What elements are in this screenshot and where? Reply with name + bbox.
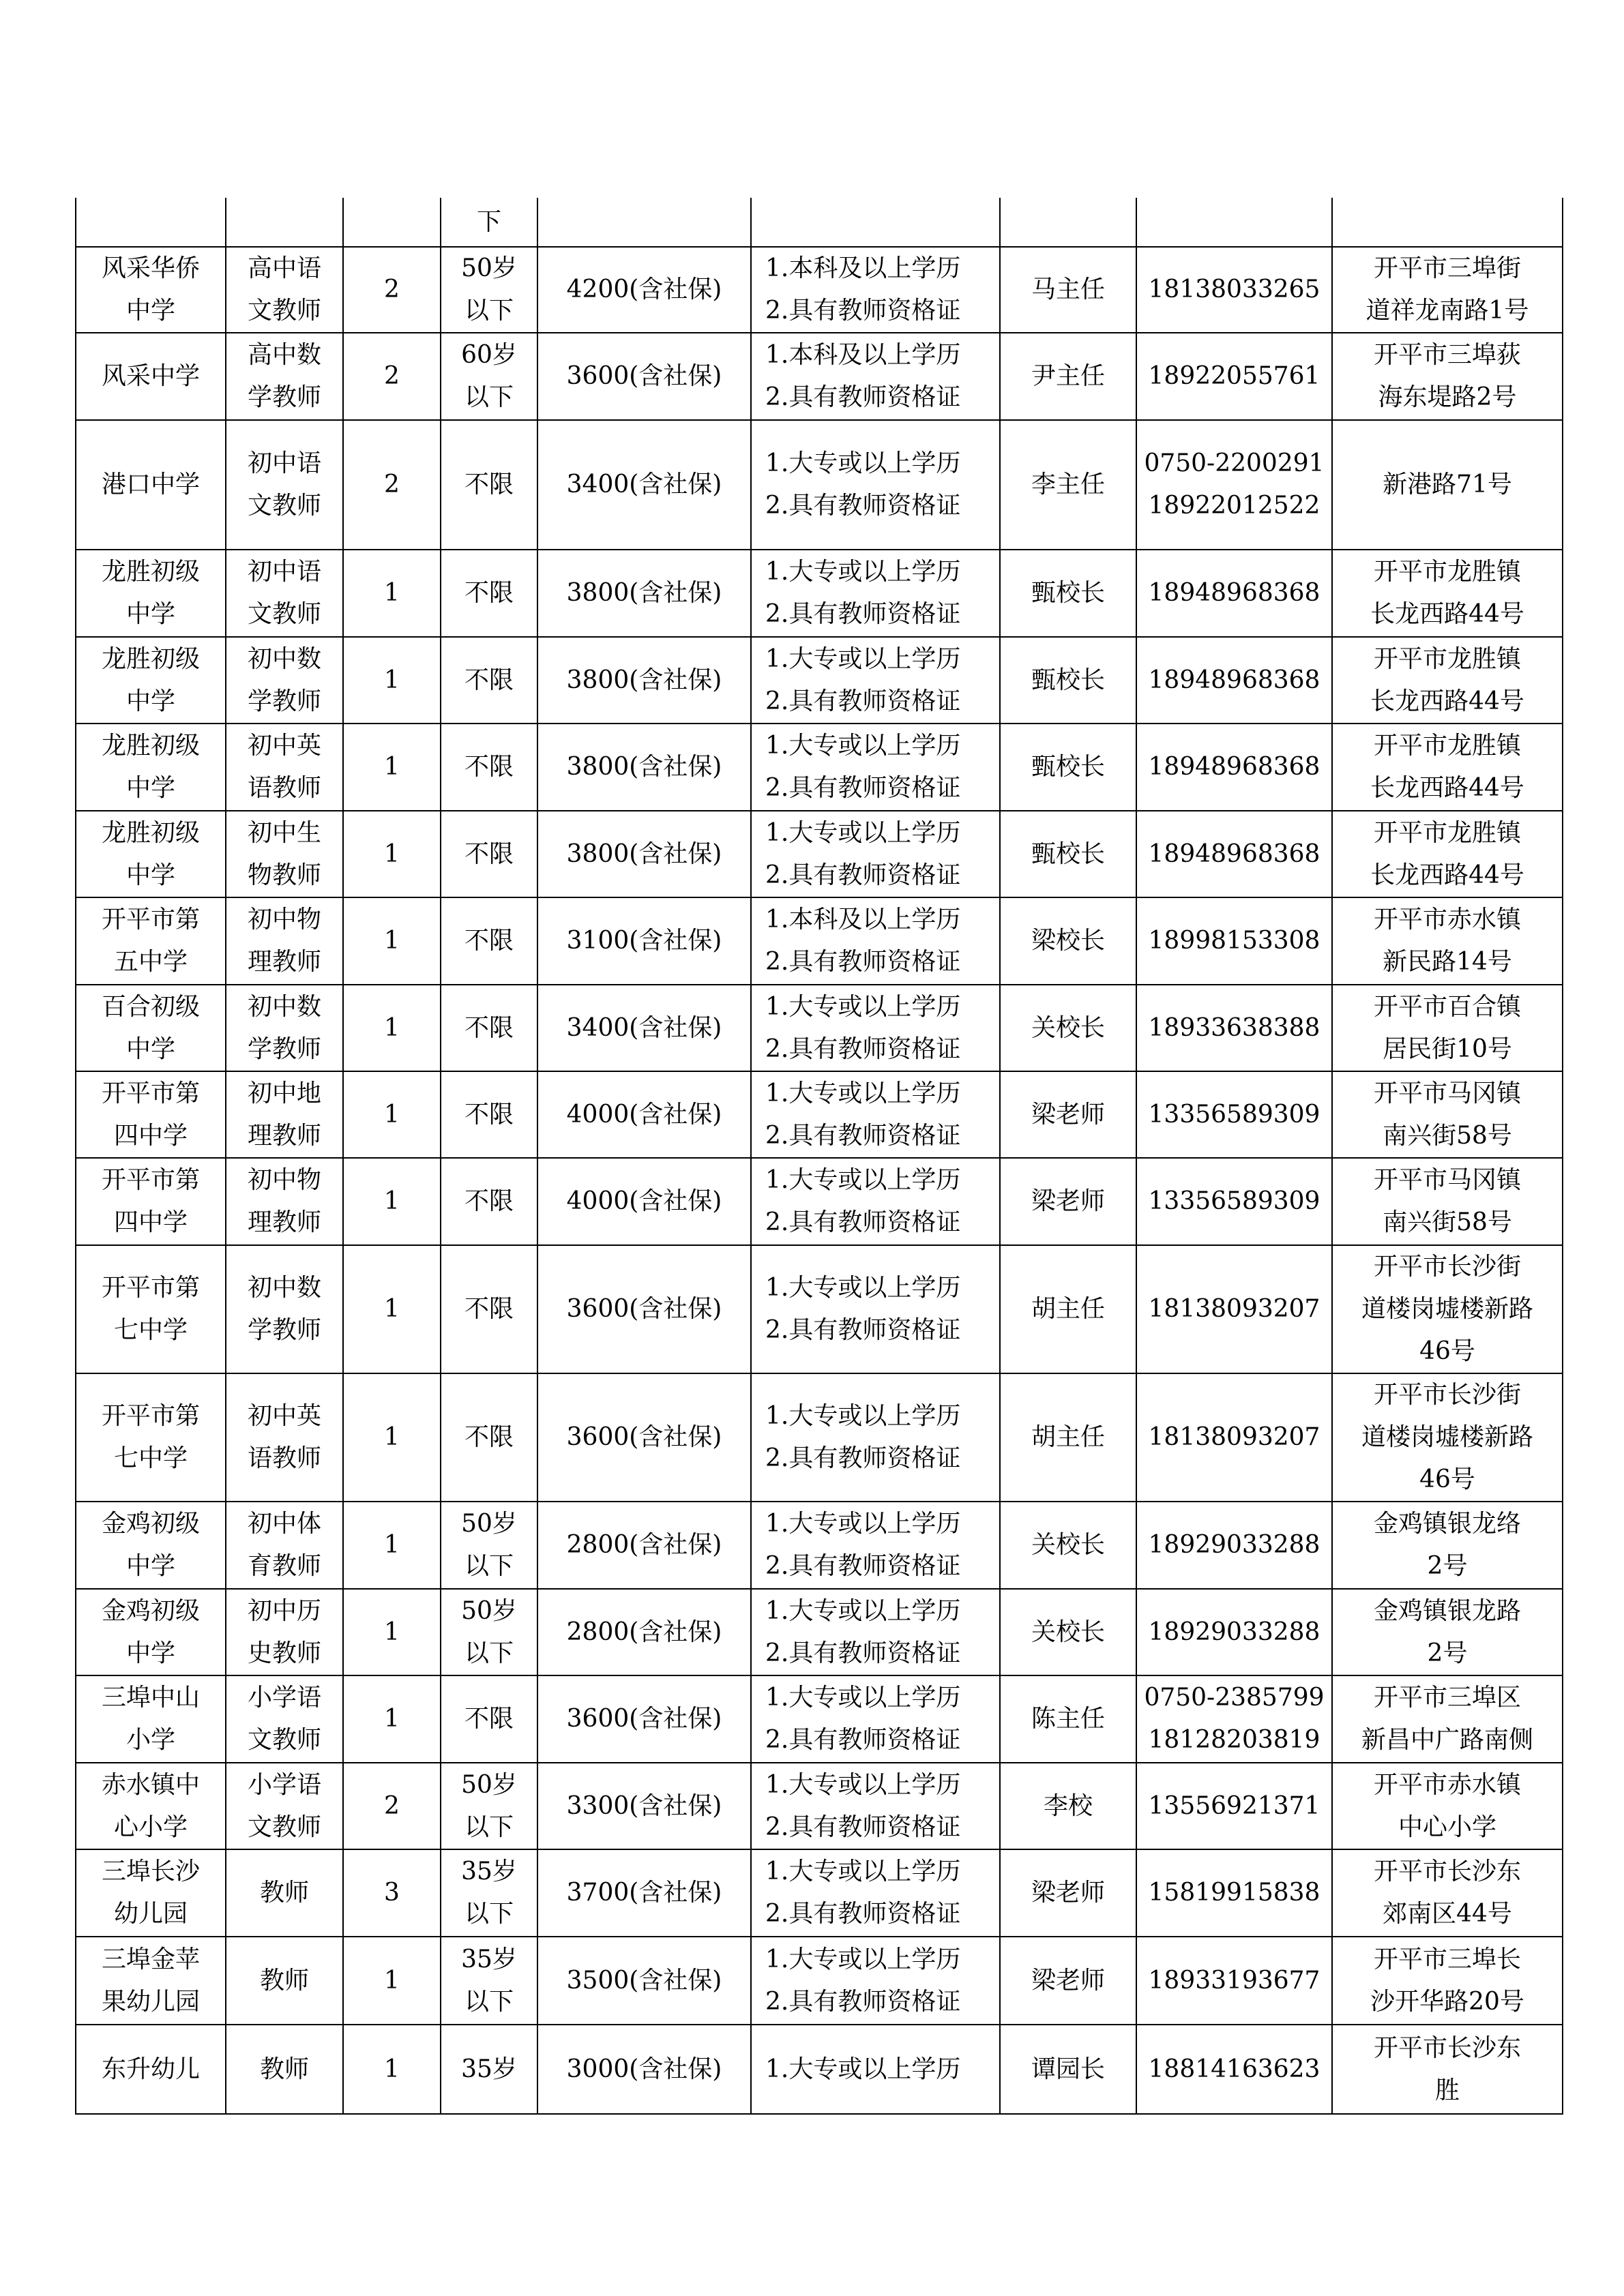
table-row: [76, 1158, 1563, 1245]
phone-cell: [1136, 1373, 1332, 1502]
phone-number: 13356589309: [1148, 1187, 1320, 1215]
school-cell: 风采中学: [76, 333, 226, 420]
position-cell: 高中数 学教师: [226, 333, 343, 420]
count-cell: 1: [343, 811, 441, 897]
salary-cell: 3600(含社保): [537, 1245, 751, 1373]
count-cell: 1: [343, 724, 441, 811]
school-cell: 龙胜初级 中学: [76, 724, 226, 811]
position-cell: 初中地 理教师: [226, 1071, 343, 1158]
age-cell: 不限: [441, 1158, 537, 1245]
position-cell: 初中历 史教师: [226, 1589, 343, 1675]
requirement-line: 2.具有教师资格证: [765, 1813, 961, 1841]
requirement-line: 1.大专或以上学历: [765, 644, 961, 673]
contact-cell: 梁校长: [1000, 897, 1136, 985]
count-cell: 1: [343, 1245, 441, 1373]
requirements-cell: [751, 550, 1000, 637]
requirements-cell: [751, 2025, 1000, 2114]
position-cell: 初中物 理教师: [226, 897, 343, 985]
salary-cell: 3700(含社保): [537, 1849, 751, 1937]
phone-number: 13356589309: [1148, 1100, 1320, 1129]
contact-cell: 李主任: [1000, 420, 1136, 550]
requirements-cell: [751, 724, 1000, 811]
phone-number: 18998153308: [1148, 927, 1320, 955]
contact-cell: 梁老师: [1000, 1071, 1136, 1158]
contact-cell: 陈主任: [1000, 1675, 1136, 1763]
school-cell: 金鸡初级 中学: [76, 1589, 226, 1675]
school-cell: 开平市第 四中学: [76, 1158, 226, 1245]
table-row: [76, 1245, 1563, 1373]
phone-cell: [1136, 1158, 1332, 1245]
count-cell: 1: [343, 985, 441, 1071]
count-cell: 1: [343, 1071, 441, 1158]
position-cell: 初中英 语教师: [226, 724, 343, 811]
requirement-line: 2.具有教师资格证: [765, 1552, 961, 1580]
phone-number: 18138093207: [1148, 1295, 1320, 1323]
school-cell: 龙胜初级 中学: [76, 637, 226, 724]
age-cell: 50岁 以下: [441, 1589, 537, 1675]
contact-cell: 甄校长: [1000, 811, 1136, 897]
phone-cell: [1136, 811, 1332, 897]
position-cell: 教师: [226, 1849, 343, 1937]
phone-number: 0750-2200291: [1144, 449, 1325, 477]
address-cell: 开平市长沙东 胜: [1332, 2025, 1563, 2114]
requirement-line: 2.具有教师资格证: [765, 861, 961, 889]
count-cell: 1: [343, 550, 441, 637]
phone-cell: [1136, 247, 1332, 333]
address-cell: 开平市三埠区 新昌中广路南侧: [1332, 1675, 1563, 1763]
requirement-line: 2.具有教师资格证: [765, 1900, 961, 1928]
table-row: [76, 420, 1563, 550]
phone-cell: [1136, 1763, 1332, 1849]
phone-number: 13556921371: [1148, 1791, 1320, 1820]
phone-number: 18138033265: [1148, 275, 1320, 303]
phone-cell: [1136, 897, 1332, 985]
contact-cell: 胡主任: [1000, 1245, 1136, 1373]
requirement-line: 2.具有教师资格证: [765, 1444, 961, 1472]
requirements-cell: [751, 420, 1000, 550]
age-cell: 60岁 以下: [441, 333, 537, 420]
phone-number: 18948968368: [1148, 666, 1320, 694]
age-cell: 不限: [441, 1675, 537, 1763]
contact-cell: 胡主任: [1000, 1373, 1136, 1502]
requirements-cell: [751, 247, 1000, 333]
phone-number: 18922055761: [1148, 362, 1320, 390]
position-cell: 初中生 物教师: [226, 811, 343, 897]
salary-cell: 3400(含社保): [537, 985, 751, 1071]
school-cell: 开平市第 七中学: [76, 1373, 226, 1502]
age-cell: 50岁 以下: [441, 247, 537, 333]
phone-cell: [1136, 1849, 1332, 1937]
address-cell: 开平市赤水镇 新民路14号: [1332, 897, 1563, 985]
requirements-cell: [751, 897, 1000, 985]
salary-cell: 3000(含社保): [537, 2025, 751, 2114]
count-cell: 2: [343, 333, 441, 420]
school-cell: 三埠中山 小学: [76, 1675, 226, 1763]
school-cell: 三埠金苹 果幼儿园: [76, 1937, 226, 2025]
requirement-line: 2.具有教师资格证: [765, 1639, 961, 1667]
phone-cell: [1136, 1245, 1332, 1373]
requirement-line: 1.本科及以上学历: [765, 341, 961, 369]
school-cell: 东升幼儿: [76, 2025, 226, 2114]
school-cell: 开平市第 五中学: [76, 897, 226, 985]
age-cell: 35岁 以下: [441, 1937, 537, 2025]
requirement-line: 2.具有教师资格证: [765, 492, 961, 520]
address-cell: 开平市龙胜镇 长龙西路44号: [1332, 550, 1563, 637]
phone-cell: [1136, 1071, 1332, 1158]
requirement-line: 1.大专或以上学历: [765, 1770, 961, 1799]
contact-cell: 关校长: [1000, 985, 1136, 1071]
requirement-line: 1.大专或以上学历: [765, 1596, 961, 1625]
position-cell: 初中体 育教师: [226, 1502, 343, 1589]
phone-number: 18929033288: [1148, 1617, 1320, 1646]
age-cell: 下: [441, 198, 537, 247]
phone-number: 18948968368: [1148, 839, 1320, 868]
salary-cell: 3800(含社保): [537, 724, 751, 811]
phone-number: 18948968368: [1148, 753, 1320, 781]
requirement-line: 2.具有教师资格证: [765, 1726, 961, 1754]
position-cell: 初中英 语教师: [226, 1373, 343, 1502]
table-row: [76, 1502, 1563, 1589]
contact-cell: 梁老师: [1000, 1849, 1136, 1937]
requirement-line: 1.大专或以上学历: [765, 1858, 961, 1885]
school-cell: 赤水镇中 心小学: [76, 1763, 226, 1849]
count-cell: 1: [343, 1373, 441, 1502]
table-row: [76, 985, 1563, 1071]
count-cell: 1: [343, 897, 441, 985]
contact-cell: 甄校长: [1000, 550, 1136, 637]
requirements-cell: [751, 1071, 1000, 1158]
phone-number: 18929033288: [1148, 1531, 1320, 1559]
salary-cell: 4200(含社保): [537, 247, 751, 333]
phone-cell: [1136, 550, 1332, 637]
salary-cell: 3100(含社保): [537, 897, 751, 985]
age-cell: 不限: [441, 897, 537, 985]
salary-cell: 4000(含社保): [537, 1158, 751, 1245]
position-cell: 初中数 学教师: [226, 985, 343, 1071]
requirements-cell: [751, 985, 1000, 1071]
count-cell: 2: [343, 1763, 441, 1849]
position-cell: 小学语 文教师: [226, 1763, 343, 1849]
age-cell: 不限: [441, 1071, 537, 1158]
address-cell: 开平市长沙街 道楼岗墟楼新路 46号: [1332, 1245, 1563, 1373]
salary-cell: 3400(含社保): [537, 420, 751, 550]
requirement-line: 2.具有教师资格证: [765, 1208, 961, 1236]
requirement-line: 2.具有教师资格证: [765, 1121, 961, 1150]
requirement-line: 1.大专或以上学历: [765, 1402, 961, 1430]
count-cell: 1: [343, 1675, 441, 1763]
age-cell: 35岁 以下: [441, 1849, 537, 1937]
address-cell: 开平市马冈镇 南兴街58号: [1332, 1158, 1563, 1245]
position-cell: 小学语 文教师: [226, 1675, 343, 1763]
requirement-line: 1.大专或以上学历: [765, 818, 961, 847]
age-cell: 不限: [441, 811, 537, 897]
salary-cell: 2800(含社保): [537, 1589, 751, 1675]
address-cell: 开平市赤水镇 中心小学: [1332, 1763, 1563, 1849]
count-cell: 3: [343, 1849, 441, 1937]
school-cell: 金鸡初级 中学: [76, 1502, 226, 1589]
school-cell: 开平市第 七中学: [76, 1245, 226, 1373]
address-cell: 金鸡镇银龙路 2号: [1332, 1589, 1563, 1675]
requirement-line: 2.具有教师资格证: [765, 774, 961, 802]
age-cell: 不限: [441, 420, 537, 550]
position-cell: [226, 198, 343, 247]
phone-cell: [1136, 420, 1332, 550]
position-cell: 教师: [226, 2025, 343, 2114]
phone-number: 18933638388: [1148, 1013, 1320, 1042]
school-cell: [76, 198, 226, 247]
requirements-cell: [751, 1502, 1000, 1589]
contact-cell: 马主任: [1000, 247, 1136, 333]
address-cell: 开平市三埠荻 海东堤路2号: [1332, 333, 1563, 420]
requirement-line: 2.具有教师资格证: [765, 1987, 961, 2016]
table-row: [76, 550, 1563, 637]
salary-cell: [537, 198, 751, 247]
requirement-line: 1.大专或以上学历: [765, 1684, 961, 1712]
table-row: [76, 333, 1563, 420]
requirement-line: 2.具有教师资格证: [765, 383, 961, 411]
phone-number: 18948968368: [1148, 579, 1320, 607]
address-cell: 开平市长沙街 道楼岗墟楼新路 46号: [1332, 1373, 1563, 1502]
requirement-line: 1.大专或以上学历: [765, 1166, 961, 1194]
requirements-cell: [751, 1158, 1000, 1245]
table-row: [76, 1937, 1563, 2025]
age-cell: 不限: [441, 985, 537, 1071]
salary-cell: 3600(含社保): [537, 1675, 751, 1763]
requirements-cell: [751, 198, 1000, 247]
age-cell: 50岁 以下: [441, 1502, 537, 1589]
requirements-cell: [751, 1849, 1000, 1937]
address-cell: 新港路71号: [1332, 420, 1563, 550]
address-cell: 开平市百合镇 居民街10号: [1332, 985, 1563, 1071]
table-row: [76, 1763, 1563, 1849]
address-cell: 开平市龙胜镇 长龙西路44号: [1332, 637, 1563, 724]
age-cell: 35岁: [441, 2025, 537, 2114]
contact-cell: 尹主任: [1000, 333, 1136, 420]
phone-cell: [1136, 985, 1332, 1071]
requirements-cell: [751, 1937, 1000, 2025]
contact-cell: 梁老师: [1000, 1158, 1136, 1245]
address-cell: [1332, 198, 1563, 247]
age-cell: 不限: [441, 1373, 537, 1502]
position-cell: 初中数 学教师: [226, 1245, 343, 1373]
table-row: [76, 2025, 1563, 2114]
contact-cell: 关校长: [1000, 1502, 1136, 1589]
salary-cell: 3600(含社保): [537, 1373, 751, 1502]
school-cell: 风采华侨 中学: [76, 247, 226, 333]
count-cell: 2: [343, 247, 441, 333]
table-row: [76, 897, 1563, 985]
phone-cell: [1136, 637, 1332, 724]
count-cell: 1: [343, 1937, 441, 2025]
table-row: [76, 811, 1563, 897]
requirement-line: 1.大专或以上学历: [765, 558, 961, 586]
requirement-line: 2.具有教师资格证: [765, 1034, 961, 1063]
address-cell: 开平市龙胜镇 长龙西路44号: [1332, 811, 1563, 897]
requirements-cell: [751, 811, 1000, 897]
school-cell: 龙胜初级 中学: [76, 811, 226, 897]
age-cell: 不限: [441, 1245, 537, 1373]
salary-cell: 3800(含社保): [537, 550, 751, 637]
phone-number: 18933193677: [1148, 1966, 1320, 1995]
count-cell: 1: [343, 1502, 441, 1589]
count-cell: 1: [343, 1589, 441, 1675]
salary-cell: 3800(含社保): [537, 811, 751, 897]
table-row: [76, 637, 1563, 724]
position-cell: 教师: [226, 1937, 343, 2025]
contact-cell: 甄校长: [1000, 724, 1136, 811]
salary-cell: 4000(含社保): [537, 1071, 751, 1158]
count-cell: 2: [343, 420, 441, 550]
phone-cell: [1136, 1589, 1332, 1675]
count-cell: 1: [343, 1158, 441, 1245]
school-cell: 港口中学: [76, 420, 226, 550]
position-cell: 初中语 文教师: [226, 550, 343, 637]
age-cell: 不限: [441, 724, 537, 811]
count-cell: [343, 198, 441, 247]
address-cell: 金鸡镇银龙络 2号: [1332, 1502, 1563, 1589]
phone-cell: [1136, 1502, 1332, 1589]
count-cell: 1: [343, 637, 441, 724]
table-row: [76, 1373, 1563, 1502]
requirement-line: 2.具有教师资格证: [765, 297, 961, 325]
phone-cell: [1136, 2025, 1332, 2114]
phone-cell: [1136, 1675, 1332, 1763]
position-cell: 初中数 学教师: [226, 637, 343, 724]
position-cell: 初中语 文教师: [226, 420, 343, 550]
contact-cell: 谭园长: [1000, 2025, 1136, 2114]
requirement-line: 1.本科及以上学历: [765, 906, 961, 934]
phone-cell: [1136, 1937, 1332, 2025]
salary-cell: 3500(含社保): [537, 1937, 751, 2025]
phone-number: 18922012522: [1148, 492, 1320, 520]
requirement-line: 1.大专或以上学历: [765, 1274, 961, 1302]
contact-cell: 甄校长: [1000, 637, 1136, 724]
requirements-cell: [751, 1763, 1000, 1849]
school-cell: 龙胜初级 中学: [76, 550, 226, 637]
table-body: [76, 198, 1563, 2114]
requirement-line: 1.大专或以上学历: [765, 1945, 961, 1973]
table-row-continuation: [76, 198, 1563, 247]
table-row: [76, 247, 1563, 333]
salary-cell: 2800(含社保): [537, 1502, 751, 1589]
requirement-line: 2.具有教师资格证: [765, 600, 961, 628]
requirement-line: 2.具有教师资格证: [765, 1316, 961, 1344]
phone-number: 15819915838: [1148, 1879, 1320, 1907]
requirements-cell: [751, 333, 1000, 420]
requirement-line: 1.大专或以上学历: [765, 449, 961, 477]
requirements-cell: [751, 1373, 1000, 1502]
table-row: [76, 1589, 1563, 1675]
school-cell: 三埠长沙 幼儿园: [76, 1849, 226, 1937]
requirements-cell: [751, 1675, 1000, 1763]
salary-cell: 3600(含社保): [537, 333, 751, 420]
table-row: [76, 724, 1563, 811]
requirement-line: 1.大专或以上学历: [765, 732, 961, 760]
requirement-line: 1.大专或以上学历: [765, 2055, 961, 2083]
job-listings-table: [75, 198, 1563, 2115]
requirements-cell: [751, 1245, 1000, 1373]
position-cell: 初中物 理教师: [226, 1158, 343, 1245]
table-row: [76, 1071, 1563, 1158]
phone-number: 18128203819: [1148, 1726, 1320, 1754]
requirement-line: 1.大专或以上学历: [765, 992, 961, 1021]
requirements-cell: [751, 1589, 1000, 1675]
address-cell: 开平市龙胜镇 长龙西路44号: [1332, 724, 1563, 811]
phone-number: 18138093207: [1148, 1423, 1320, 1451]
contact-cell: 李校: [1000, 1763, 1136, 1849]
requirement-line: 1.大专或以上学历: [765, 1079, 961, 1107]
requirement-line: 1.大专或以上学历: [765, 1510, 961, 1538]
age-cell: 不限: [441, 550, 537, 637]
table-row: [76, 1849, 1563, 1937]
contact-cell: [1000, 198, 1136, 247]
requirement-line: 1.本科及以上学历: [765, 254, 961, 282]
salary-cell: 3300(含社保): [537, 1763, 751, 1849]
position-cell: 高中语 文教师: [226, 247, 343, 333]
age-cell: 50岁 以下: [441, 1763, 537, 1849]
count-cell: 1: [343, 2025, 441, 2114]
phone-cell: [1136, 333, 1332, 420]
contact-cell: 梁老师: [1000, 1937, 1136, 2025]
school-cell: 百合初级 中学: [76, 985, 226, 1071]
address-cell: 开平市马冈镇 南兴街58号: [1332, 1071, 1563, 1158]
school-cell: 开平市第 四中学: [76, 1071, 226, 1158]
phone-cell: [1136, 198, 1332, 247]
requirement-line: 2.具有教师资格证: [765, 687, 961, 715]
address-cell: 开平市三埠长 沙开华路20号: [1332, 1937, 1563, 2025]
phone-number: 18814163623: [1148, 2055, 1320, 2083]
table-row: [76, 1675, 1563, 1763]
address-cell: 开平市三埠街 道祥龙南路1号: [1332, 247, 1563, 333]
age-cell: 不限: [441, 637, 537, 724]
salary-cell: 3800(含社保): [537, 637, 751, 724]
requirement-line: 2.具有教师资格证: [765, 948, 961, 976]
address-cell: 开平市长沙东 郊南区44号: [1332, 1849, 1563, 1937]
phone-number: 0750-2385799: [1144, 1684, 1325, 1712]
requirements-cell: [751, 637, 1000, 724]
contact-cell: 关校长: [1000, 1589, 1136, 1675]
phone-cell: [1136, 724, 1332, 811]
